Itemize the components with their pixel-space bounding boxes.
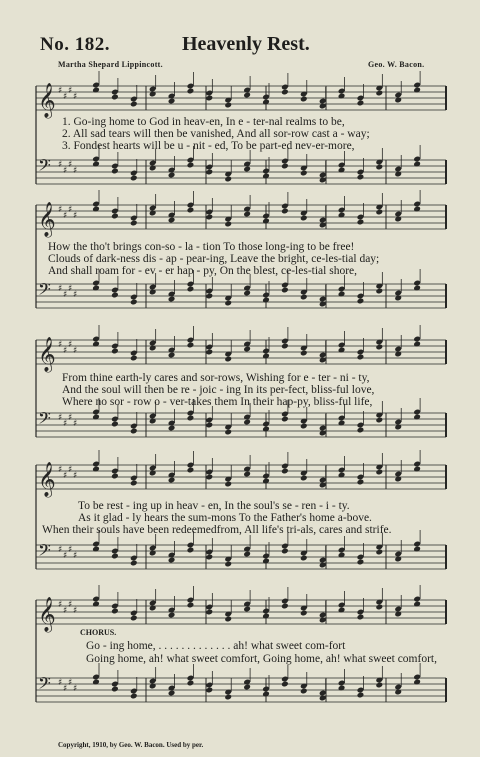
note-head xyxy=(224,356,232,363)
clef-icon: 𝄞 xyxy=(38,597,56,632)
composer-credit: Geo. W. Bacon. xyxy=(368,60,425,69)
sharp-icon: ♯ xyxy=(63,290,68,300)
note-head xyxy=(206,95,214,102)
sharp-icon: ♯ xyxy=(58,284,63,294)
clef-icon: 𝄢 xyxy=(38,279,51,303)
sharp-icon: ♯ xyxy=(73,290,78,300)
note-head xyxy=(357,354,365,361)
note-head xyxy=(281,89,289,96)
note-head xyxy=(206,687,214,694)
sharp-icon: ♯ xyxy=(58,205,63,215)
note-head xyxy=(357,427,365,434)
sharp-icon: ♯ xyxy=(68,340,73,350)
note-head xyxy=(168,477,176,484)
note-head xyxy=(357,479,365,486)
note-head xyxy=(224,694,232,701)
note-head xyxy=(111,553,119,560)
note-head xyxy=(168,557,176,564)
sharp-icon: ♯ xyxy=(73,551,78,561)
note-head xyxy=(130,480,138,487)
sharp-icon: ♯ xyxy=(63,166,68,176)
note-head xyxy=(111,473,119,480)
lyric-line: 2. All sad tears will then be vanished, And all sor-row cast a - way; xyxy=(62,128,370,140)
note-head xyxy=(224,429,232,436)
sharp-icon: ♯ xyxy=(73,211,78,221)
note-head xyxy=(243,92,251,99)
lyric-line: 1. Go-ing home to God in heav-en, In e - ter-nal realms to be, xyxy=(62,116,345,128)
sharp-icon: ♯ xyxy=(68,545,73,555)
note-head xyxy=(168,296,176,303)
note-head xyxy=(187,207,195,214)
note-head xyxy=(130,299,138,306)
note-head xyxy=(243,211,251,218)
note-head xyxy=(168,425,176,432)
note-head xyxy=(357,219,365,226)
sharp-icon: ♯ xyxy=(68,205,73,215)
note-head xyxy=(168,690,176,697)
note-head xyxy=(224,102,232,109)
note-head xyxy=(168,352,176,359)
sharp-icon: ♯ xyxy=(68,600,73,610)
note-head xyxy=(206,349,214,356)
note-head xyxy=(206,293,214,300)
note-head xyxy=(243,346,251,353)
sharp-icon: ♯ xyxy=(63,551,68,561)
sharp-icon: ♯ xyxy=(73,606,78,616)
sharp-icon: ♯ xyxy=(58,545,63,555)
lyric-line: And shall roam for - ev - er hap - py, On the blest, ce-les-tial shore, xyxy=(48,265,358,277)
clef-icon: 𝄢 xyxy=(38,673,51,697)
note-head xyxy=(357,614,365,621)
sharp-icon: ♯ xyxy=(68,86,73,96)
note-head xyxy=(187,467,195,474)
note-head xyxy=(111,686,119,693)
note-head xyxy=(130,615,138,622)
sharp-icon: ♯ xyxy=(63,346,68,356)
note-head xyxy=(130,693,138,700)
note-head xyxy=(224,561,232,568)
note-head xyxy=(111,348,119,355)
sharp-icon: ♯ xyxy=(73,92,78,102)
lyric-line: When their souls have been redeemedfrom, All life's tri-als, cares and strife. xyxy=(42,524,392,536)
note-head xyxy=(300,555,308,562)
note-head xyxy=(111,213,119,220)
note-head xyxy=(111,292,119,299)
clef-icon: 𝄢 xyxy=(38,408,51,432)
sharp-icon: ♯ xyxy=(73,419,78,429)
sharp-icon: ♯ xyxy=(73,471,78,481)
note-head xyxy=(206,554,214,561)
note-head xyxy=(376,209,384,216)
note-head xyxy=(187,602,195,609)
copyright-notice: Copyright, 1910, by Geo. W. Bacon. Used by per. xyxy=(58,741,204,749)
note-head xyxy=(281,603,289,610)
note-head xyxy=(168,98,176,105)
lyric-line: And the soul will then be re - joic - ing In its per-fect, bliss-ful love, xyxy=(62,384,375,396)
note-head xyxy=(357,559,365,566)
note-head xyxy=(376,90,384,97)
note-head xyxy=(187,342,195,349)
sharp-icon: ♯ xyxy=(73,684,78,694)
note-head xyxy=(376,549,384,556)
sharp-icon: ♯ xyxy=(73,166,78,176)
note-head xyxy=(376,164,384,171)
note-head xyxy=(281,163,289,170)
note-head xyxy=(187,286,195,293)
note-head xyxy=(187,88,195,95)
clef-icon: 𝄞 xyxy=(38,83,56,118)
sharp-icon: ♯ xyxy=(68,413,73,423)
note-head xyxy=(300,423,308,430)
note-head xyxy=(281,468,289,475)
lyric-line: Go - ing home, . . . . . . . . . . . . . ah! what sweet com-fort xyxy=(86,640,346,652)
note-head xyxy=(243,606,251,613)
note-head xyxy=(168,172,176,179)
sharp-icon: ♯ xyxy=(63,419,68,429)
note-head xyxy=(111,168,119,175)
lyric-line: Going home, ah! what sweet comfort, Going home, ah! what sweet comfort, xyxy=(86,653,437,665)
note-head xyxy=(168,612,176,619)
lyric-line: To be rest - ing up in heav - en, In the soul's se - ren - i - ty. xyxy=(78,500,350,512)
lyric-line: From thine earth-ly cares and sor-rows, Wishing for e - ter - ni - ty, xyxy=(62,372,370,384)
note-head xyxy=(224,481,232,488)
note-head xyxy=(281,208,289,215)
note-head xyxy=(376,288,384,295)
note-head xyxy=(224,300,232,307)
lyricist-credit: Martha Shepard Lippincott. xyxy=(58,60,163,69)
hymn-title: Heavenly Rest. xyxy=(182,33,310,55)
note-head xyxy=(224,616,232,623)
note-head xyxy=(130,220,138,227)
sharp-icon: ♯ xyxy=(68,160,73,170)
note-head xyxy=(376,469,384,476)
note-head xyxy=(224,176,232,183)
clef-icon: 𝄢 xyxy=(38,540,51,564)
note-head xyxy=(376,417,384,424)
note-head xyxy=(281,548,289,555)
sharp-icon: ♯ xyxy=(63,471,68,481)
sharp-icon: ♯ xyxy=(58,86,63,96)
note-head xyxy=(300,294,308,301)
note-head xyxy=(130,355,138,362)
sharp-icon: ♯ xyxy=(58,340,63,350)
note-head xyxy=(300,170,308,177)
note-head xyxy=(243,551,251,558)
note-head xyxy=(281,343,289,350)
sharp-icon: ♯ xyxy=(58,413,63,423)
note-head xyxy=(376,604,384,611)
note-head xyxy=(224,221,232,228)
note-head xyxy=(300,96,308,103)
note-head xyxy=(357,692,365,699)
sharp-icon: ♯ xyxy=(73,346,78,356)
sharp-icon: ♯ xyxy=(63,684,68,694)
sharp-icon: ♯ xyxy=(58,465,63,475)
note-head xyxy=(243,419,251,426)
note-head xyxy=(187,415,195,422)
note-head xyxy=(187,547,195,554)
sharp-icon: ♯ xyxy=(68,465,73,475)
sharp-icon: ♯ xyxy=(68,284,73,294)
clef-icon: 𝄢 xyxy=(38,155,51,179)
note-head xyxy=(281,681,289,688)
note-head xyxy=(206,474,214,481)
lyric-line: Clouds of dark-ness dis - ap - pear-ing, Leave the bright, ce-les-tial day; xyxy=(48,253,380,265)
lyric-line: How the tho't brings con-so - la - tion To those long-ing to be free! xyxy=(48,241,355,253)
note-head xyxy=(300,688,308,695)
note-head xyxy=(206,422,214,429)
note-head xyxy=(243,684,251,691)
clef-icon: 𝄞 xyxy=(38,337,56,372)
note-head xyxy=(243,471,251,478)
sharp-icon: ♯ xyxy=(58,160,63,170)
clef-icon: 𝄞 xyxy=(38,202,56,237)
note-head xyxy=(376,682,384,689)
lyric-line: As it glad - ly hears the sum-mons To the Father's home a-bove. xyxy=(78,512,372,524)
note-head xyxy=(300,610,308,617)
note-head xyxy=(130,175,138,182)
chorus-label: CHORUS. xyxy=(80,628,117,637)
note-head xyxy=(187,162,195,169)
note-head xyxy=(281,287,289,294)
note-head xyxy=(111,421,119,428)
note-head xyxy=(376,344,384,351)
note-head xyxy=(168,217,176,224)
hymn-number: No. 182. xyxy=(40,34,110,55)
sharp-icon: ♯ xyxy=(68,678,73,688)
note-head xyxy=(130,560,138,567)
note-head xyxy=(243,166,251,173)
sharp-icon: ♯ xyxy=(63,92,68,102)
sharp-icon: ♯ xyxy=(58,600,63,610)
clef-icon: 𝄞 xyxy=(38,462,56,497)
sharp-icon: ♯ xyxy=(63,606,68,616)
note-head xyxy=(206,609,214,616)
sharp-icon: ♯ xyxy=(58,678,63,688)
lyric-line: 3. Fondest hearts will be u - nit - ed, To be part-ed nev-er-more, xyxy=(62,140,355,152)
note-head xyxy=(357,100,365,107)
note-head xyxy=(206,169,214,176)
sharp-icon: ♯ xyxy=(63,211,68,221)
note-head xyxy=(130,428,138,435)
note-head xyxy=(300,215,308,222)
note-head xyxy=(243,290,251,297)
note-head xyxy=(281,416,289,423)
lyric-line: Where no sor - row o - ver-takes them In their hap-py, bliss-ful life, xyxy=(62,396,373,408)
note-head xyxy=(206,214,214,221)
note-head xyxy=(111,94,119,101)
note-head xyxy=(300,475,308,482)
note-head xyxy=(357,298,365,305)
note-head xyxy=(300,350,308,357)
note-head xyxy=(130,101,138,108)
note-head xyxy=(187,680,195,687)
note-head xyxy=(111,608,119,615)
note-head xyxy=(357,174,365,181)
